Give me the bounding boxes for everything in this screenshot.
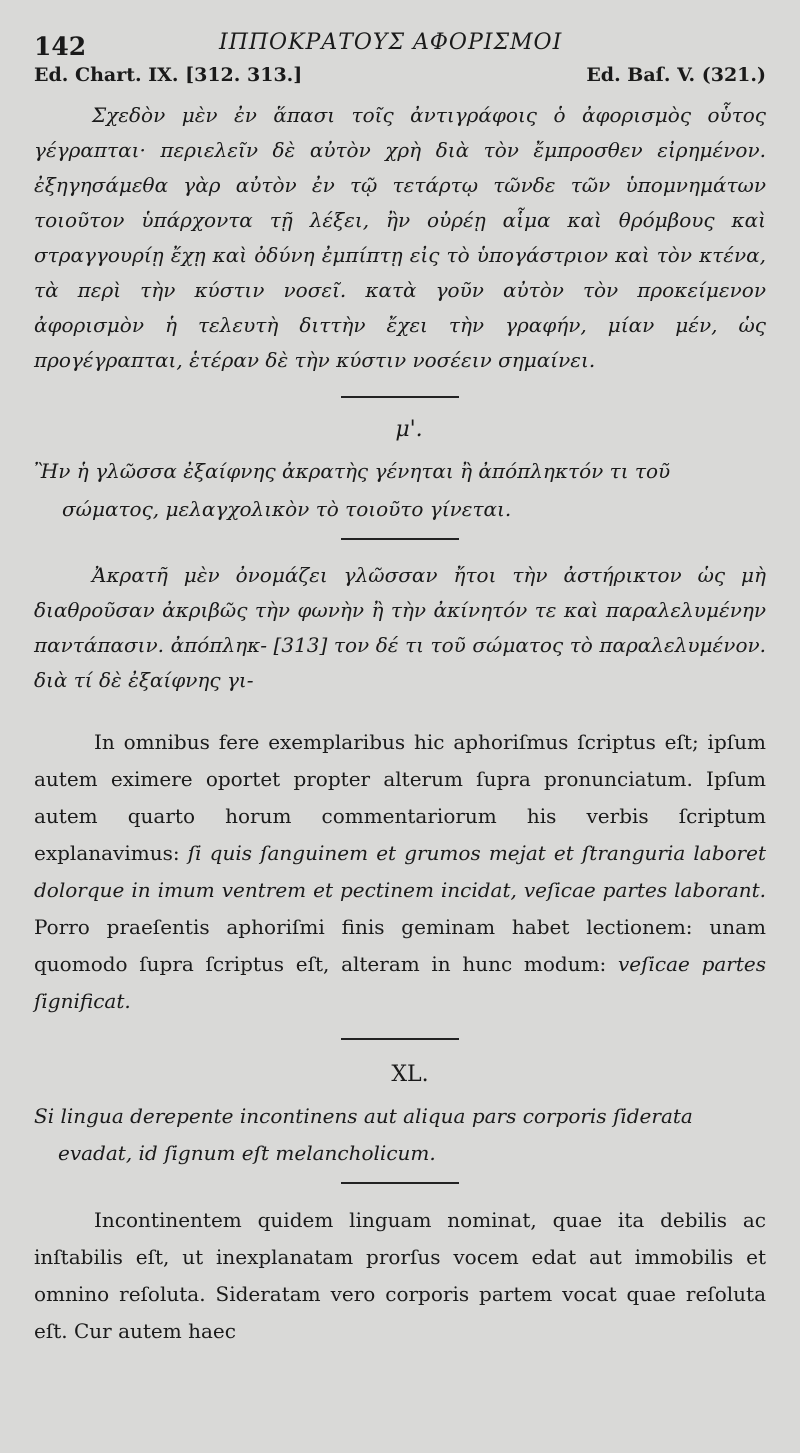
latin-commentary-text-2: Porro praeſentis aphoriſmi finis geminam habet lectionem: unam quomodo ſupra ſcriptus eſt, alteram in hunc modum: — [34, 915, 766, 976]
greek-aphorism: Ἢν ἡ γλῶσσα ἐξαίφνης ἀκρατὴς γένηται ἢ ἀπόπληκτόν τι τοῦ σώματος, μελαγχολικὸν τὸ τοιοῦτο γίνεται. — [34, 459, 671, 521]
edition-reference-basel: Ed. Baſ. V. (321.) — [586, 64, 766, 86]
page-number: 142 — [34, 32, 87, 61]
latin-commentary-italic-quote-2: veſicae partes ſignificat. — [34, 952, 766, 1013]
greek-section-number: μ'. — [395, 417, 423, 442]
latin-commentary-text-1: In omnibus fere exemplaribus hic aphoriſmus ſcriptus eſt; ipſum autem eximere oportet propter alterum ſupra pronunciatum. Ipſum autem quarto horum commentariorum his verbis ſcriptum explanavimus: — [34, 730, 766, 865]
latin-aphorism: Si lingua derepente incontinens aut aliqua pars corporis ſiderata evadat, id ſignum eſt melancholicum. — [34, 1104, 693, 1165]
latin-section-divider-rule — [341, 1038, 459, 1040]
aphorism-divider-rule — [341, 538, 459, 540]
edition-reference-line — [34, 64, 766, 96]
running-title: ΙΠΠΟΚΡΑΤΟΥΣ ΑΦΟΡΙΣΜΟΙ — [219, 30, 563, 55]
latin-aphorism-divider-rule — [341, 1182, 459, 1184]
latin-commentary-paragraph-1 — [34, 724, 766, 1020]
latin-commentary-paragraph-2: Incontinentem quidem linguam nominat, quae ita debilis ac inſtabilis eſt, ut inexplanatam prorſus vocem edat aut immobilis et omnino reſoluta. Sideratam vero corporis partem vocat quae reſoluta eſt. Cur autem haec — [34, 1208, 766, 1343]
greek-commentary-paragraph-2: Ἀκρατῆ μὲν ὀνομάζει γλῶσσαν ἤτοι τὴν ἀστήρικτον ὡς μὴ διαθροῦσαν ἀκριβῶς τὴν φωνὴν ἢ τὴν ἀκίνητόν τε καὶ παραλελυμένην παντάπασιν. ἀπόπληκ- [313] τον δέ τι τοῦ σώματος τὸ παραλελυμένον. διὰ τί δὲ ἐξαίφνης γι- — [34, 563, 766, 692]
edition-reference-chartier: Ed. Chart. IX. [312. 313.] — [34, 64, 303, 86]
page-header — [34, 28, 766, 64]
greek-text-block — [34, 98, 766, 698]
block-spacer — [34, 698, 766, 724]
latin-text-block — [34, 724, 766, 1350]
section-divider-rule — [341, 396, 459, 398]
latin-commentary-italic-quote-1: ſi quis ſanguinem et grumos mejat et ſtranguria laboret dolorque in imum ventrem et pectinem incidat, veſicae partes laborant. — [34, 841, 766, 902]
latin-section-number: XL. — [391, 1062, 429, 1087]
greek-commentary-paragraph-1: Σχεδὸν μὲν ἐν ἅπασι τοῖς ἀντιγράφοις ὁ ἀφορισμὸς οὗτος γέγραπται· περιελεῖν δὲ αὐτὸν χρὴ διὰ τὸν ἔμπροσθεν εἰρημένον. ἐξηγησάμεθα γὰρ αὐτὸν ἐν τῷ τετάρτῳ τῶνδε τῶν ὑπομνημάτων τοιοῦτον ὑπάρχοντα τῇ λέξει, ἢν οὐρέῃ αἷμα καὶ θρόμβους καὶ στραγγουρίῃ ἔχῃ καὶ ὀδύνη ἐμπίπτῃ εἰς τὸ ὑπογάστριον καὶ τὸν κτένα, τὰ περὶ τὴν κύστιν νοσεῖ. κατὰ γοῦν αὐτὸν τὸν προκείμενον ἀφορισμὸν ἡ τελευτὴ διττὴν ἔχει τὴν γραφήν, μίαν μέν, ὡς προγέγραπται, ἑτέραν δὲ τὴν κύστιν νοσέειν σημαίνει. — [34, 103, 766, 372]
